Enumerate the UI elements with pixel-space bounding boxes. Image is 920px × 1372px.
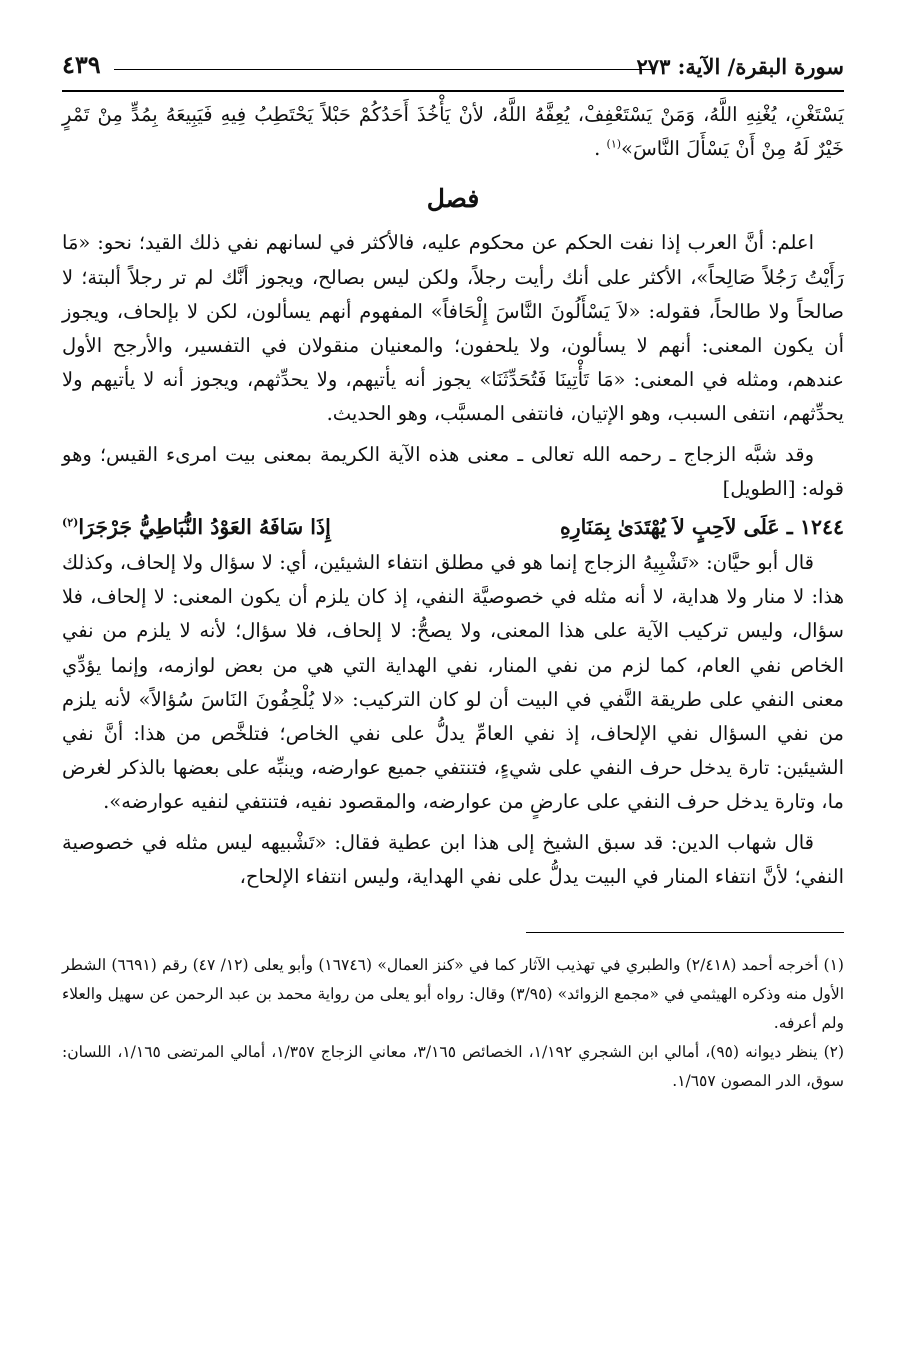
hadith-text: يَسْتَغْنِ، يُغْنِهِ اللَّهُ، وَمَنْ يَسْتَعْفِفْ، يُعِفَّهُ اللَّهُ، لأنْ يَأْخُذَ أَحَدُكُمْ حَبْلاً يَحْتَطِبُ فِيهِ فَيَبِيعَهُ بِمُدٍّ مِنْ تَمْرٍ خَيْرٌ لَهُ مِنْ أَنْ يَسْأَلَ النَّاسَ» — [62, 103, 844, 161]
section-title: فصل — [426, 184, 480, 214]
page-number: ٤٣٩ — [62, 50, 101, 79]
page-header — [62, 36, 844, 92]
poetry-verse — [62, 508, 844, 546]
footnotes — [62, 951, 844, 1096]
header-divider — [62, 90, 844, 92]
verse-second-hemistich — [62, 508, 331, 546]
hadith-continuation — [62, 98, 844, 166]
footnote-ref-1: (١) — [606, 137, 622, 151]
hadith-end: . — [594, 137, 601, 161]
footnote-separator — [526, 932, 844, 933]
footnote-2: (٢) ينظر ديوانه (٩٥)، أمالي ابن الشجري ١/١٩٢، الخصائص ٣/١٦٥، معاني الزجاج ١/٣٥٧، أمالي المرتضى ١/١٦٥، اللسان: سوق، الدر المصون ١/٦٥٧. — [62, 1043, 845, 1091]
paragraph-3: قال أبو حيَّان: «تَشْبِيهُ الزجاج إنما هو في مطلق انتفاء الشيئين، أي: لا سؤال ولا إلحاف، وكذلك هذا: لا منار ولا هداية، لا أنه مثله في خصوصيَّة النفي، إذ كان يلزم أن يكون المعنى: لا إلحاف، فلا سؤال، وليس تركيب الآية على هذا المعنى، ولا يصحُّ: لا إلحاف، فلا سؤال؛ لأنه لا يلزم من نفي الخاص نفي العام، كما لزم من نفي المنار، نفي الهداية التي هي من بعض لوازمه، وإنما يؤدِّي معنى النفي على طريقة النَّفي في البيت أن لو كان التركيب: «لا يُلْحِفُونَ النَاسَ سُؤالاً» لأنه يلزم من نفي السؤال نفي الإلحاف، إذ نفي العامِّ يدلُّ على نفي الخاص؛ فتلخَّص من هذا: أنَّ نفي الشيئين: تارة يدخل حرف النفي على شيءٍ، فتنتفي جميع عوارضه، وينبِّه على بعضها بالذكر لغرض ما، وتارة يدخل حرف النفي على عارضٍ من عوارضه، والمقصود نفيه، فتنتفي لنفيه عوارضه». — [62, 551, 844, 814]
book-page — [62, 36, 844, 1096]
footnote-1: (١) أخرجه أحمد (٢/٤١٨) والطبري في تهذيب الآثار كما في «كنز العمال» (١٦٧٤٦) وأبو يعلى (١٢/ ٤٧) رقم (٦٦٩١) الشطر الأول منه وذكره الهيثمي في «مجمع الزوائد» (٣/٩٥) وقال: رواه أبو يعلى من رواية محمد بن عبد الرحمن عن سهيل والعلاء ولم أعرفه. — [62, 956, 845, 1033]
surah-label: سورة البقرة/ الآية: ٢٧٣ — [636, 54, 844, 79]
paragraph-4: قال شهاب الدين: قد سبق الشيخ إلى هذا ابن عطية فقال: «تَشْبيهه ليس مثله في خصوصية النفي؛ لأنَّ انتفاء المنار في البيت يدلُّ على نفي الهداية، وليس انتفاء الإلحاح، — [62, 830, 844, 888]
verse-number: ١٢٤٤ ـ — [786, 515, 844, 540]
verse-first-hemistich — [560, 508, 844, 546]
paragraph-2: وقد شبَّه الزجاج ـ رحمه الله تعالى ـ معنى هذه الآية الكريمة بمعنى بيت امرىء القيس؛ وهو قوله: [الطويل] — [62, 442, 844, 500]
paragraph-1: اعلم: أنَّ العرب إذا نفت الحكم عن محكوم عليه، فالأكثر في لسانهم نفي ذلك القيد؛ نحو: «مَا رَأَيْتُ رَجُلاً صَالِحاً»، الأكثر على أنك رأيت رجلاً، ولكن ليس بصالح، ويجوز أنَّك لم تر رجلاً ألبتة؛ لا صالحاً ولا طالحاً، فقوله: «لاَ يَسْأَلُونَ النَّاسَ إِلْحَافاً» المفهوم أنهم يسألون، لكن لا بإلحاف، ويجوز أن يكون المعنى: أنهم لا يسألون، ولا يلحفون؛ والمعنيان منقولان في التفسير، والأرجح الأول عندهم، ومثله في المعنى: «مَا تَأْتِينَا فَتُحَدِّثَنَا» يجوز أنه يأتيهم، ولا يحدِّثهم، ويجوز أنه لا يأتيهم ولا يحدِّثهم، انتفى السبب، وهو الإتيان، فانتفى المسبَّب، وهو الحديث. — [62, 231, 844, 426]
verse-first-text: عَلَى لاَحِبٍ لاَ يُهْتَدَىٰ بِمَنَارِهِ — [560, 515, 780, 540]
verse-second-text: إِذَا سَافَهُ العَوْدُ النُّبَاطِيُّ جَرْجَرَا — [78, 515, 331, 540]
footnote-ref-2: (٢) — [62, 516, 79, 530]
header-rule — [114, 69, 654, 70]
